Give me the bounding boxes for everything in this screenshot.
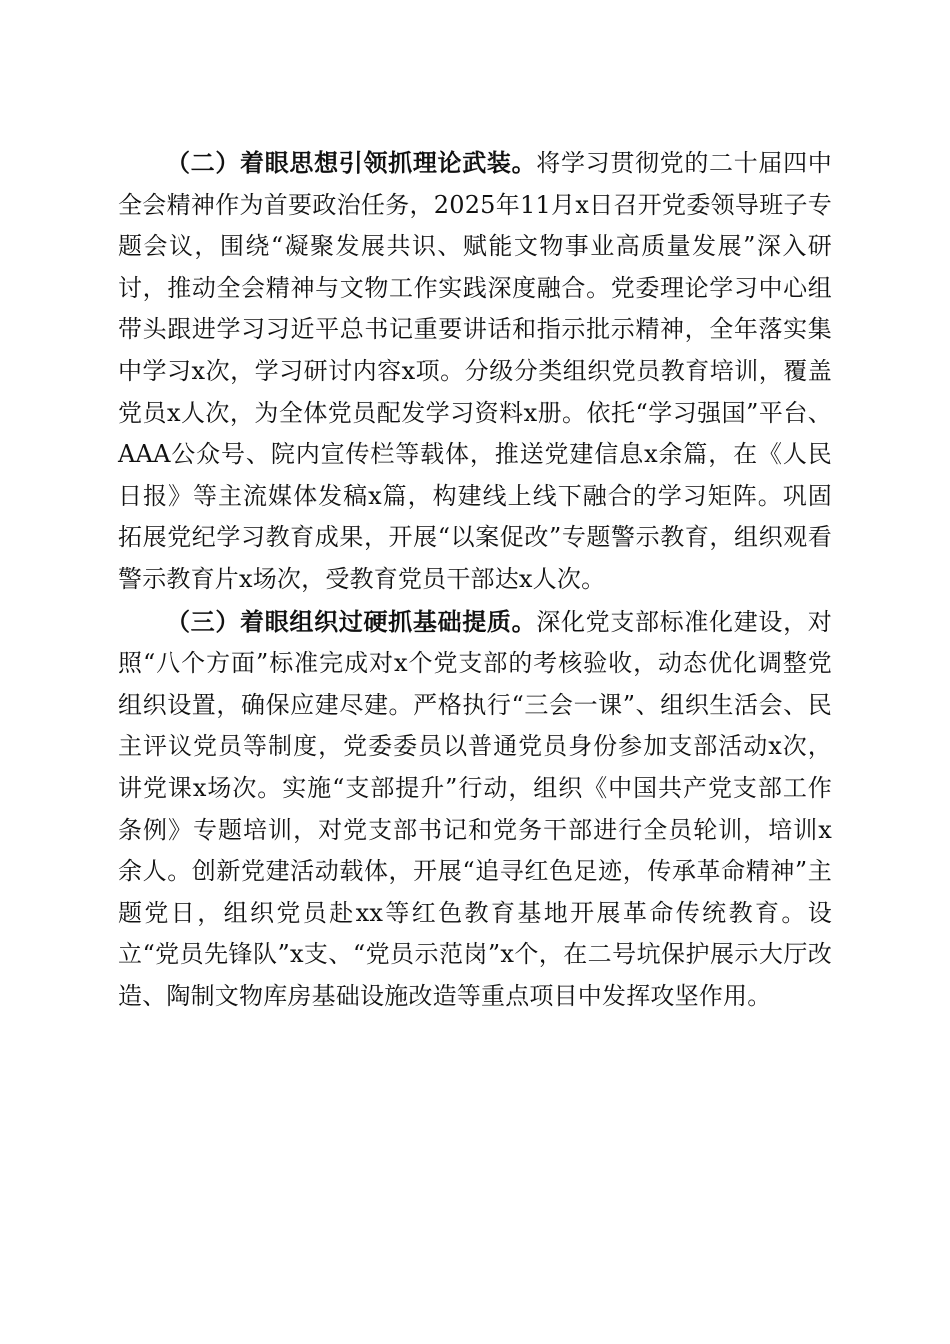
paragraph-heading: （二）着眼思想引领抓理论武装。 xyxy=(166,148,537,177)
paragraph-organization-building xyxy=(118,601,832,1018)
paragraph-heading: （三）着眼组织过硬抓基础提质。 xyxy=(166,606,537,636)
paragraph-text: 将学习贯彻党的二十届四中全会精神作为首要政治任务，2025年11月x日召开党委领导班子专题会议，围绕“凝聚发展共识、赋能文物事业高质量发展”深入研讨，推动全会精神与文物工作实践深度融合。党委理论学习中心组带头跟进学习习近平总书记重要讲话和指示批示精神，全年落实集中学习x次，学习研讨内容x项。分级分类组织党员教育培训，覆盖党员x人次，为全体党员配发学习资料x册。依托“学习强国”平台、AAA公众号、院内宣传栏等载体，推送党建信息x余篇，在《人民日报》等主流媒体发稿x篇，构建线上线下融合的学习矩阵。巩固拓展党纪学习教育成果，开展“以案促改”专题警示教育，组织观看警示教育片x场次，受教育党员干部达x人次。 xyxy=(118,149,832,593)
document-body xyxy=(118,142,832,1017)
paragraph-text: 深化党支部标准化建设，对照“八个方面”标准完成对x个党支部的考核验收，动态优化调整党组织设置，确保应建尽建。严格执行“三会一课”、组织生活会、民主评议党员等制度，党委委员以普通党员身份参加支部活动x次，讲党课x场次。实施“支部提升”行动，组织《中国共产党支部工作条例》专题培训，对党支部书记和党务干部进行全员轮训，培训x余人。创新党建活动载体，开展“追寻红色足迹，传承革命精神”主题党日，组织党员赴xx等红色教育基地开展革命传统教育。设立“党员先锋队”x支、“党员示范岗”x个，在二号坑保护展示大厅改造、陶制文物库房基础设施改造等重点项目中发挥攻坚作用。 xyxy=(118,607,832,1010)
paragraph-theory-study xyxy=(118,142,832,601)
